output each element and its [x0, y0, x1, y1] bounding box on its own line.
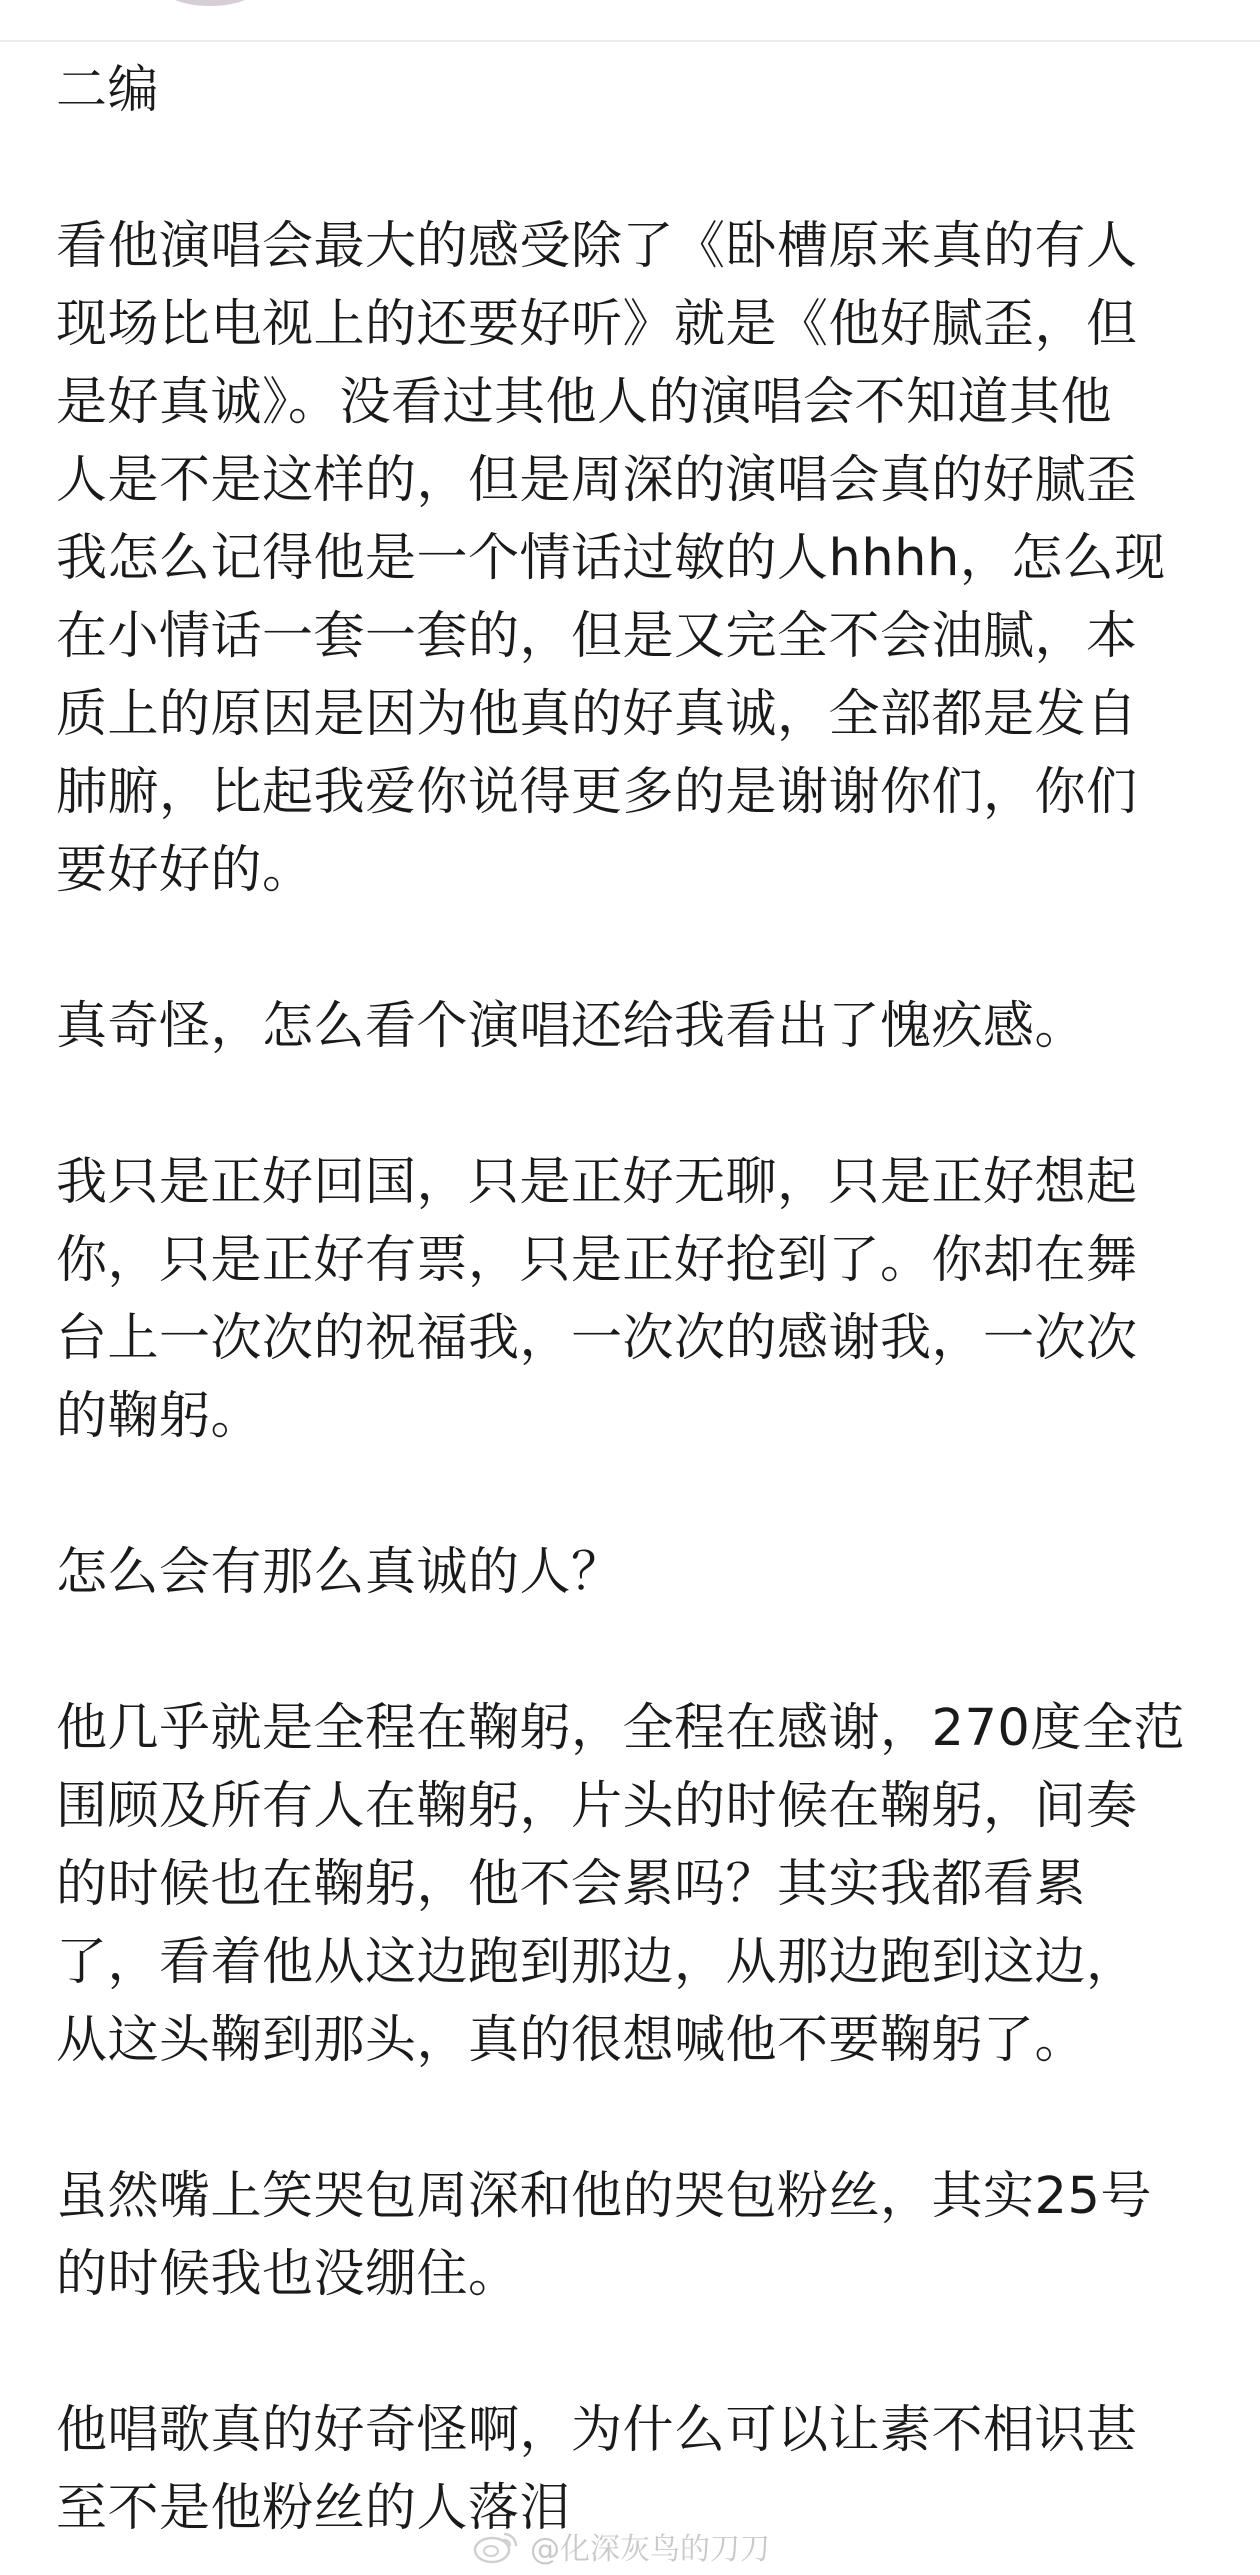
post-paragraph: 怎么会有那么真诚的人？: [56, 1543, 623, 1602]
post-paragraph: 真奇怪，怎么看个演唱还给我看出了愧疚感。: [56, 997, 1087, 1056]
post-paragraph: 他唱歌真的好奇怪啊，为什么可以让素不相识甚 至不是他粉丝的人落泪: [56, 2401, 1138, 2538]
avatar[interactable]: [160, 0, 260, 6]
post-paragraph: 二编: [56, 61, 160, 120]
post-paragraph: 我只是正好回国，只是正好无聊，只是正好想起 你，只是正好有票，只是正好抢到了。你却在舞 台上一次次的祝福我，一次次的感谢我，一次次 的鞠躬。: [56, 1153, 1138, 1446]
post-paragraph: 他几乎就是全程在鞠躬，全程在感谢，270度全范 围顾及所有人在鞠躬，片头的时候在鞠躬，间奏 的时候也在鞠躬，他不会累吗？其实我都看累 了，看着他从这边跑到那边，从那边跑到这边， 从这头鞠到那头，真的很想喊他不要鞠躬了。: [56, 1699, 1185, 2070]
post-body: [56, 52, 1216, 2548]
post-paragraph: 看他演唱会最大的感受除了《卧槽原来真的有人 现场比电视上的还要好听》就是《他好腻歪，但 是好真诚》。没看过其他人的演唱会不知道其他 人是不是这样的，但是周深的演唱会真的好腻歪 我怎么记得他是一个情话过敏的人hhhh，怎么现 在小情话一套一套的，但是又完全不会油腻，本 质上的原因是因为他真的好真诚，全部都是发自 肺腑，比起我爱你说得更多的是谢谢你们，你们 要好好的。: [56, 217, 1166, 900]
post-paragraph: 虽然嘴上笑哭包周深和他的哭包粉丝，其实25号 的时候我也没绷住。: [56, 2167, 1152, 2304]
watermark-text: @化深灰鸟的刀刀: [530, 2532, 770, 2567]
top-bar: [0, 0, 1260, 42]
watermark: [472, 2528, 770, 2567]
weibo-icon: [472, 2528, 522, 2564]
